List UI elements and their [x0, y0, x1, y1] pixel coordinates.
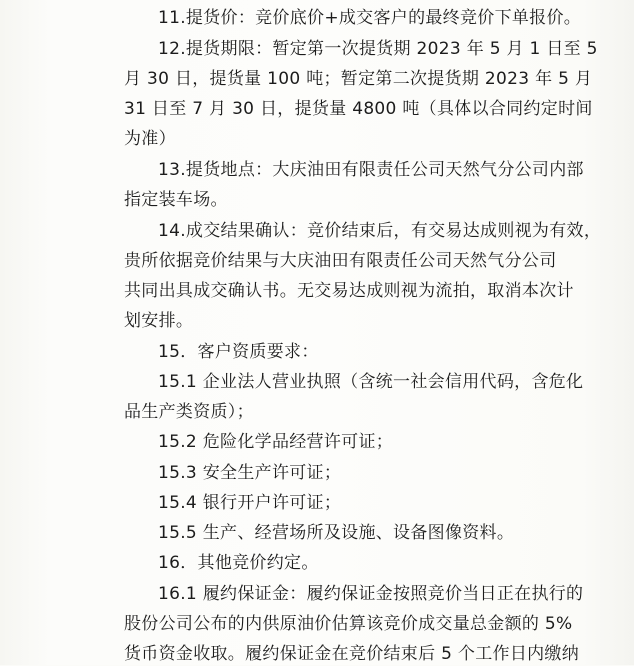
text-line-15-4-bank: 15.4 银行开户许可证；: [158, 493, 342, 513]
text-line-16-1-deposit-cont-2: 货币资金收取。履约保证金在竞价结束后 5 个工作日内缴纳: [124, 644, 580, 664]
text-line-15-3-safety: 15.3 安全生产许可证；: [158, 463, 342, 483]
text-line-13-location: 13.提货地点：大庆油田有限责任公司天然气分公司内部: [158, 160, 584, 180]
text-line-12-period-cont-2: 31 日至 7 月 30 日，提货量 4800 吨（具体以合同约定时间: [124, 99, 593, 119]
text-line-15-2-hazmat: 15.2 危险化学品经营许可证；: [158, 432, 394, 452]
text-line-14-confirm-cont-1: 贵所依据竞价结果与大庆油田有限责任公司天然气分公司: [124, 251, 557, 271]
text-line-15-1-license: 15.1 企业法人营业执照（含统一社会信用代码，含危化: [158, 372, 584, 392]
text-line-14-confirm-cont-3: 划安排。: [124, 311, 194, 331]
text-line-16-1-deposit: 16.1 履约保证金：履约保证金按照竞价当日正在执行的: [158, 584, 584, 604]
text-line-12-period: 12.提货期限：暂定第一次提货期 2023 年 5 月 1 日至 5: [158, 39, 598, 59]
text-line-15-5-facilities: 15.5 生产、经营场所及设施、设备图像资料。: [158, 523, 515, 543]
text-line-15-qualification: 15．客户资质要求：: [158, 342, 319, 362]
text-line-12-period-cont-1: 月 30 日，提货量 100 吨；暂定第二次提货期 2023 年 5 月: [124, 69, 593, 89]
text-line-14-confirm-cont-2: 共同出具成交确认书。无交易达成则视为流拍，取消本次计: [124, 281, 574, 301]
text-line-15-1-license-cont: 品生产类资质）；: [124, 402, 254, 422]
text-line-13-location-cont: 指定装车场。: [124, 190, 228, 210]
text-line-16-1-deposit-cont-1: 股份公司公布的内供原油价估算该竞价成交量总金额的 5%: [124, 614, 573, 634]
text-line-16-other: 16．其他竞价约定。: [158, 553, 319, 573]
text-line-12-period-cont-3: 为准）: [124, 129, 176, 149]
text-line-14-confirm: 14.成交结果确认：竞价结束后，有交易达成则视为有效，: [158, 221, 602, 241]
text-line-11-price: 11.提货价：竞价底价+成交客户的最终竞价下单报价。: [158, 8, 582, 28]
